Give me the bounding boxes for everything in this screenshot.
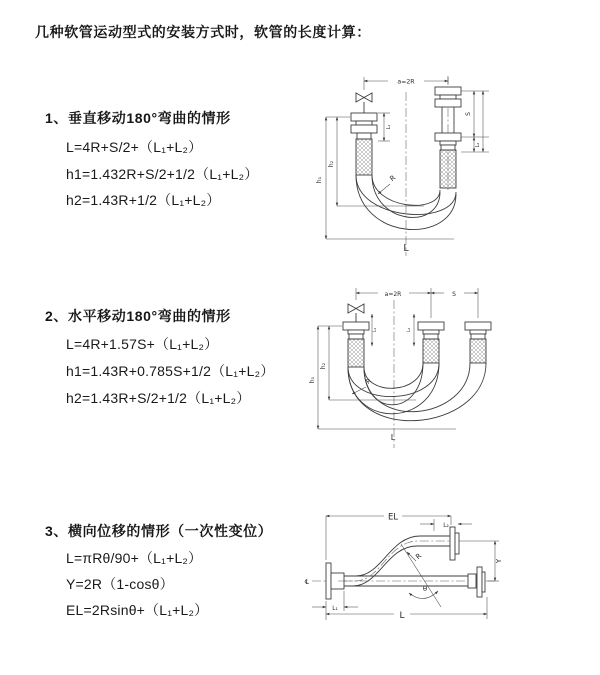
- dim-label-l2: L₂: [475, 142, 481, 148]
- u-bend-curves: [348, 363, 486, 421]
- displaced-hose-curve: [344, 536, 450, 586]
- left-hose-fitting: [351, 113, 377, 139]
- page-title: 几种软管运动型式的安装方式时，软管的长度计算：: [35, 24, 371, 40]
- radius-callout: [378, 174, 397, 194]
- dimension-h2: [320, 326, 416, 400]
- dimension-l2: [474, 137, 481, 152]
- section-3-formula-EL: EL=2Rsinθ+（L₁+L₂）: [66, 602, 209, 618]
- dim-label-l1: L₁: [373, 327, 378, 333]
- right-hose-fitting: [465, 322, 491, 339]
- right-hose-fitting-lower: [435, 133, 461, 150]
- dim-label-l2: L₂: [443, 522, 449, 529]
- section-3-formula-Y: Y=2R（1-cosθ）: [66, 576, 174, 592]
- length-label: L: [399, 611, 405, 621]
- diagram-lateral-displacement: [298, 494, 598, 646]
- length-label: L: [390, 433, 396, 442]
- middle-hose-fitting: [418, 322, 444, 339]
- dimension-l1: [372, 314, 378, 346]
- dim-label-h2: h₂: [328, 160, 335, 168]
- diagram-horizontal-180-bend-svg: [306, 280, 598, 455]
- section-2-formula-h2: h2=1.43R+S/2+1/2（L₁+L₂）: [66, 390, 251, 406]
- left-hose-braid: [356, 139, 372, 175]
- dim-label-s: S: [465, 112, 472, 116]
- diagram-vertical-180-bend-svg: [306, 68, 594, 264]
- right-hose-braid: [470, 339, 486, 363]
- diagram-vertical-180-bend: [306, 68, 594, 264]
- valve-icon: [356, 93, 372, 113]
- section-2-formula-h1: h1=1.43R+0.785S+1/2（L₁+L₂）: [66, 363, 275, 379]
- angle-label: θ: [422, 585, 428, 593]
- diagram-lateral-displacement-svg: [298, 494, 598, 646]
- left-hose-fitting: [343, 322, 369, 339]
- dim-label-a2r: a=2R: [384, 290, 402, 298]
- radius-label: R: [364, 376, 374, 386]
- section-2-formula-L: L=4R+1.57S+（L₁+L₂）: [66, 336, 219, 352]
- angle-theta: [409, 585, 438, 599]
- length-label: L: [403, 243, 409, 254]
- displaced-hose-centerline: [338, 541, 450, 581]
- top-right-flange: [450, 527, 459, 560]
- phantom-right-flange: [468, 567, 485, 597]
- dim-label-y: Y: [495, 558, 503, 564]
- dimension-l2: [406, 314, 414, 346]
- dim-label-s: S: [452, 290, 456, 298]
- section-1-formula-L: L=4R+S/2+（L₁+L₂）: [66, 139, 203, 155]
- dimension-l2: [420, 519, 472, 531]
- dim-label-el: EL: [387, 512, 399, 523]
- middle-hose-braid: [423, 339, 439, 363]
- section-1-formula-h1: h1=1.432R+S/2+1/2（L₁+L₂）: [66, 166, 259, 182]
- radius-label: R: [414, 551, 424, 562]
- radius-callout: [407, 552, 423, 561]
- dim-label-l1: L₁: [386, 124, 392, 130]
- dimension-span-a2r: [356, 288, 478, 318]
- dimension-l1: [378, 113, 392, 141]
- section-1-formula-h2: h2=1.43R+1/2（L₁+L₂）: [66, 192, 221, 208]
- left-hose-braid: [348, 339, 364, 367]
- section-1-heading: 1、垂直移动180°弯曲的情形: [45, 110, 231, 126]
- dim-label-a2r: a=2R: [397, 78, 415, 86]
- centerline-symbol: ℄: [304, 578, 310, 586]
- dim-label-h1: h₁: [316, 176, 323, 184]
- dim-label-h1: h₁: [309, 376, 316, 384]
- right-hose-braid: [440, 150, 456, 188]
- valve-icon: [348, 304, 364, 322]
- section-3-heading: 3、横向位移的情形（一次性变位）: [45, 523, 273, 539]
- dimension-h1: [316, 117, 454, 239]
- radius-label: R: [388, 173, 398, 184]
- dimension-l1: [312, 591, 358, 620]
- right-hose-fitting-upper: [435, 87, 461, 107]
- dim-label-l2: L₂: [407, 327, 412, 333]
- dim-label-h2: h₂: [320, 362, 327, 370]
- diagram-horizontal-180-bend: [306, 280, 598, 455]
- section-2-heading: 2、水平移动180°弯曲的情形: [45, 308, 231, 324]
- chord-line: [401, 544, 441, 607]
- dimension-s: [431, 291, 478, 298]
- dimension-length: [326, 597, 487, 621]
- dim-label-l1: L₁: [332, 606, 338, 612]
- section-3-formula-L: L=πRθ/90+（L₁+L₂）: [66, 550, 203, 566]
